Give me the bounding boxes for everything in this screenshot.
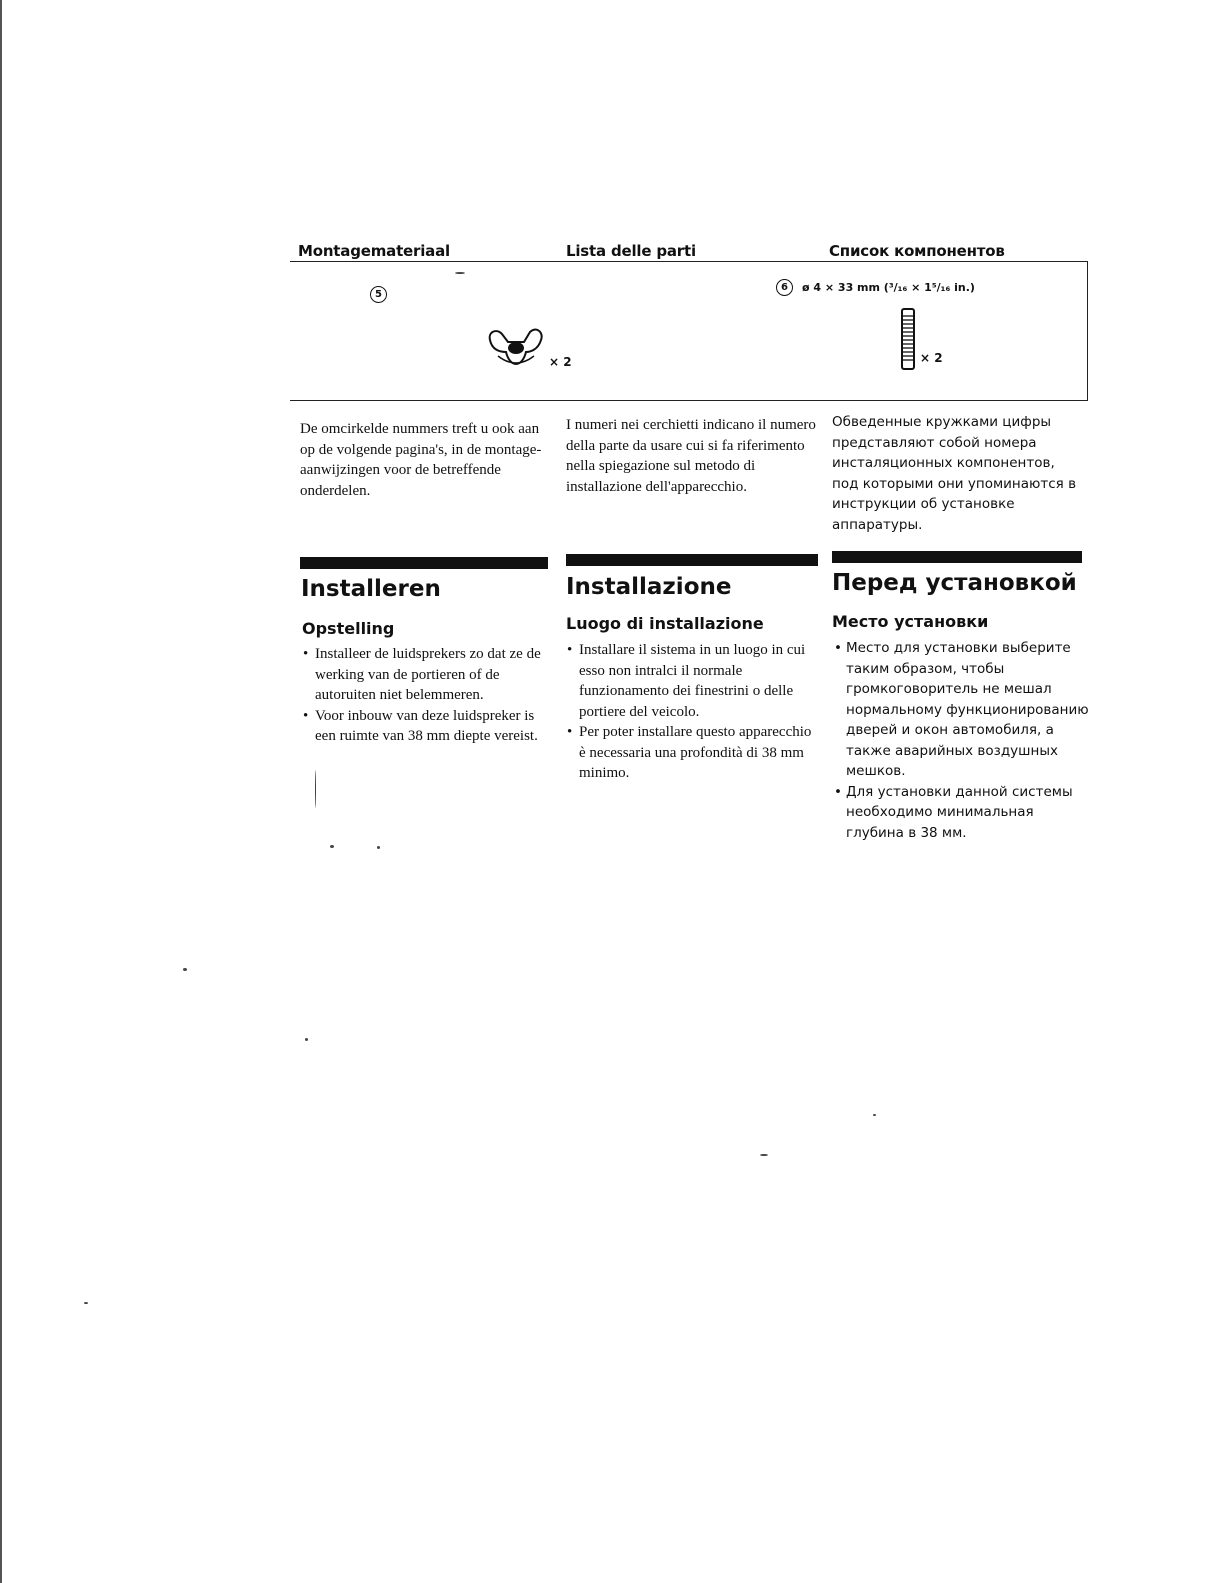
- page-edge-line: [0, 0, 2, 1583]
- section-subtitle-it: Luogo di installazione: [566, 614, 764, 633]
- list-item: • Per poter installare questo apparecchio è necessaria una profondità di 38 mm minimo.: [567, 722, 819, 784]
- list-item: • Voor inbouw van deze luidspreker is een ruimte van 38 mm diepte vereist.: [303, 706, 553, 747]
- intro-it: I numeri nei cerchietti indicano il numero della parte da usare cui si fa riferimento nella spiegazione sul metodo di installazione dell'apparecchio.: [566, 417, 816, 495]
- parts-header-it: Lista delle parti: [566, 242, 696, 260]
- intro-ru: Обведенные кружками цифры представляют собой номера инсталяционных компонентов, под которыми они упоминаются в инструкции об установке аппаратуры.: [832, 414, 1077, 533]
- scan-speck: [84, 1302, 88, 1304]
- section-title-ru: Перед установкой: [832, 570, 1077, 596]
- section-subtitle-ru: Место установки: [832, 612, 989, 631]
- list-item: • Installare il sistema in un luogo in cui esso non intralci il normale funzionamento dei finestrini o delle portiere del veicolo.: [567, 640, 819, 722]
- wing-nut-icon: [486, 326, 546, 370]
- bullets-nl: [303, 644, 553, 747]
- section-bar-ru: [832, 551, 1082, 563]
- scan-speck: [315, 770, 316, 808]
- scan-speck: [873, 1114, 876, 1116]
- bolt-icon: [900, 308, 916, 370]
- scan-speck: [183, 968, 187, 971]
- scan-speck: [760, 1154, 768, 1156]
- intro-nl: De omcirkelde nummers treft u ook aan op de volgende pagina's, in de montage-aanwijzingen voor de betreffende onderdelen.: [300, 421, 542, 499]
- section-bar-it: [566, 554, 818, 566]
- part-number-6: 6: [776, 279, 793, 296]
- bullets-it: [567, 640, 819, 784]
- bullets-ru: [834, 638, 1090, 843]
- section-subtitle-nl: Opstelling: [302, 619, 395, 638]
- part-6-quantity: × 2: [920, 351, 943, 365]
- list-item: • Installeer de luidsprekers zo dat ze de werking van de portieren of de autoruiten niet belemmeren.: [303, 644, 553, 706]
- section-bar-nl: [300, 557, 548, 569]
- part-number-5: 5: [370, 286, 387, 303]
- section-title-nl: Installeren: [301, 576, 441, 602]
- parts-header-nl: Montagemateriaal: [298, 242, 450, 260]
- parts-header-ru: Список компонентов: [829, 242, 1005, 260]
- scan-speck: [377, 846, 380, 849]
- list-item: • Для установки данной системы необходимо минимальная глубина в 38 мм.: [834, 782, 1090, 844]
- part-6-spec: ø 4 × 33 mm (³/₁₆ × 1⁵/₁₆ in.): [802, 281, 975, 294]
- part-5-quantity: × 2: [549, 355, 572, 369]
- scan-speck: [455, 272, 465, 274]
- scan-speck: [305, 1038, 308, 1041]
- scan-speck: [330, 845, 334, 848]
- list-item: • Место для установки выберите таким образом, чтобы громкоговоритель не мешал нормальному функционированию дверей и окон автомобиля, а также аварийных воздушных мешков.: [834, 638, 1090, 782]
- section-title-it: Installazione: [566, 574, 732, 600]
